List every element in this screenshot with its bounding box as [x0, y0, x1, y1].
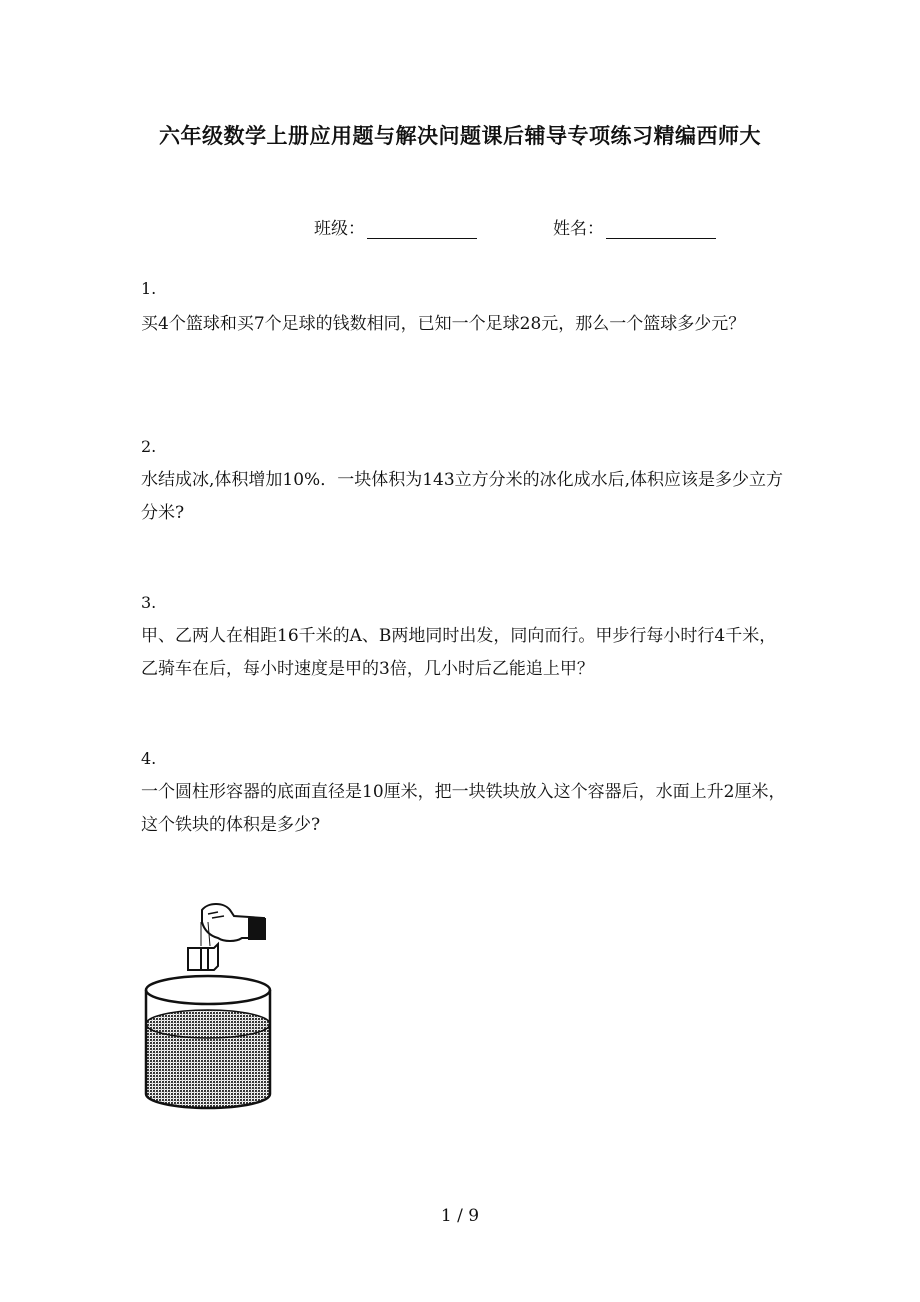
class-label: 班级： — [314, 219, 365, 239]
question-number: 3. — [141, 593, 157, 612]
name-label: 姓名： — [553, 219, 604, 239]
iron-block-icon — [188, 944, 218, 970]
question-text: 水结成冰,体积增加10%．一块体积为143立方分米的冰化成水后,体积应该是多少立方分米? — [141, 470, 784, 523]
name-field — [553, 214, 716, 239]
cylinder-container-figure — [138, 898, 278, 1113]
question-number: 1. — [141, 279, 157, 298]
name-blank — [606, 220, 716, 239]
question-text: 甲、乙两人在相距16千米的A、B两地同时出发，同向而行。甲步行每小时行4千米，乙骑车在后，每小时速度是甲的3倍，几小时后乙能追上甲？ — [141, 626, 777, 679]
question-number: 2. — [141, 437, 157, 456]
page-title: 六年级数学上册应用题与解决问题课后辅导专项练习精编西师大 — [159, 123, 761, 148]
page-number: 1 / 9 — [440, 1206, 480, 1226]
hand-icon — [202, 904, 266, 941]
question-number: 4. — [141, 749, 157, 768]
class-field — [314, 214, 477, 239]
class-blank — [367, 220, 477, 239]
question-text: 买4个篮球和买7个足球的钱数相同，已知一个足球28元，那么一个篮球多少元？ — [141, 314, 746, 334]
question-text: 一个圆柱形容器的底面直径是10厘米，把一块铁块放入这个容器后，水面上升2厘米，这个铁块的体积是多少? — [141, 782, 786, 835]
